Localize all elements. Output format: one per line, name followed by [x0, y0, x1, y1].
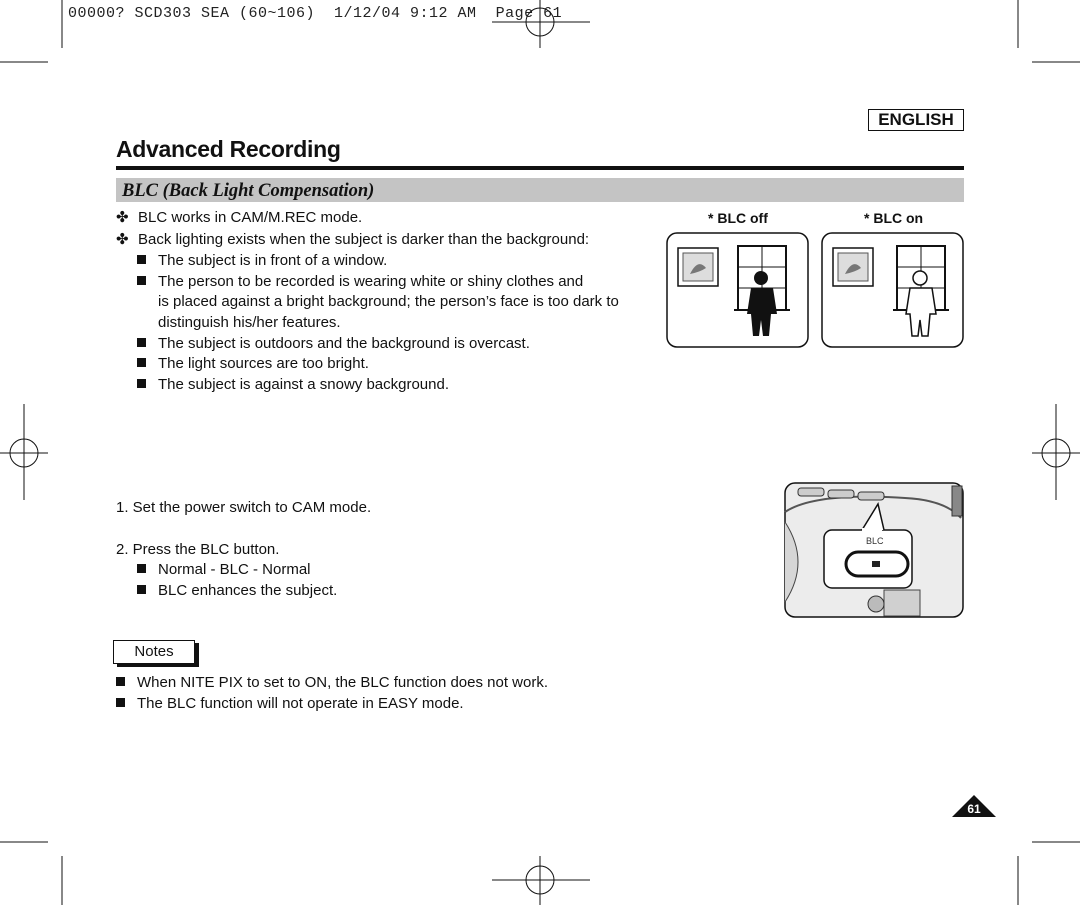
blc-off-illustration	[666, 232, 809, 348]
condition-item	[137, 272, 583, 292]
condition-continuation: is placed against a bright background; the person’s face is too dark to	[158, 293, 619, 310]
condition-text: The person to be recorded is wearing white or shiny clothes and	[158, 273, 584, 290]
condition-text: The subject is in front of a window.	[158, 252, 388, 269]
square-bullet-icon	[137, 255, 146, 264]
note-item	[116, 673, 548, 693]
step-sub-text: Normal - BLC - Normal	[158, 561, 311, 578]
blc-off-label: * BLC off	[708, 210, 768, 226]
cross-bullet-icon: ✤	[116, 209, 129, 226]
blc-on-label: * BLC on	[864, 210, 924, 226]
condition-continuation: distinguish his/her features.	[158, 314, 341, 331]
step-sub-text: BLC enhances the subject.	[158, 582, 338, 599]
page-number-badge	[951, 794, 997, 818]
condition-text: The subject is against a snowy background.	[158, 376, 449, 393]
blc-button-label: BLC	[866, 536, 884, 546]
camcorder-body	[784, 482, 964, 618]
condition-item	[137, 354, 369, 374]
condition-item	[137, 375, 449, 395]
note-item	[116, 694, 464, 714]
square-bullet-icon	[116, 677, 125, 686]
intro-line	[116, 230, 589, 250]
page-number: 61	[967, 802, 981, 816]
language-badge: ENGLISH	[868, 109, 964, 131]
condition-item	[137, 251, 387, 271]
note-text: When NITE PIX to set to ON, the BLC function does not work.	[137, 674, 549, 691]
square-bullet-icon	[137, 585, 146, 594]
section-title: BLC (Back Light Compensation)	[122, 181, 375, 201]
cross-bullet-icon: ✤	[116, 231, 129, 248]
square-bullet-icon	[116, 698, 125, 707]
step-2-sub-item	[137, 581, 337, 601]
print-header: 00000? SCD303 SEA (60~106) 1/12/04 9:12 AM Page 61	[68, 5, 563, 22]
square-bullet-icon	[137, 379, 146, 388]
title-rule	[116, 166, 964, 170]
notes-tab: Notes	[113, 640, 195, 664]
camcorder-blc-illustration	[784, 482, 964, 618]
square-bullet-icon	[137, 276, 146, 285]
step-2: 2. Press the BLC button.	[116, 541, 280, 558]
note-text: The BLC function will not operate in EASY mode.	[137, 695, 464, 712]
intro-line	[116, 208, 362, 228]
blc-on-illustration	[821, 232, 964, 348]
intro-text: Back lighting exists when the subject is darker than the background:	[138, 231, 590, 248]
page-title: Advanced Recording	[116, 136, 341, 162]
step-1: 1. Set the power switch to CAM mode.	[116, 499, 372, 516]
square-bullet-icon	[137, 358, 146, 367]
condition-text: The light sources are too bright.	[158, 355, 369, 372]
step-2-sub-item	[137, 560, 311, 580]
square-bullet-icon	[137, 338, 146, 347]
intro-text: BLC works in CAM/M.REC mode.	[138, 209, 363, 226]
condition-text: The subject is outdoors and the background is overcast.	[158, 335, 530, 352]
square-bullet-icon	[137, 564, 146, 573]
condition-item	[137, 334, 530, 354]
